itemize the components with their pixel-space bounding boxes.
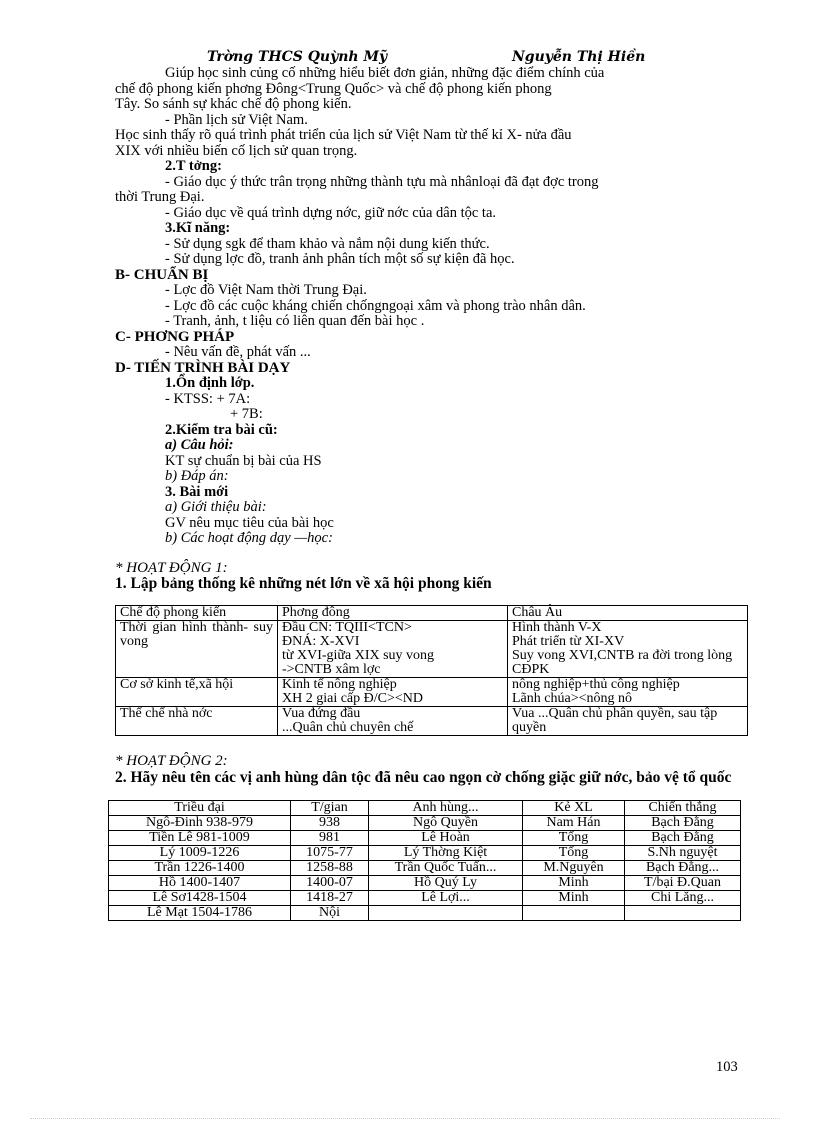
table-header-row	[116, 606, 748, 621]
national-heroes-table	[108, 800, 741, 921]
table-cell: S.Nh nguyệt	[625, 845, 741, 860]
table-cell: Lý 1009-1226	[109, 845, 291, 860]
table-cell: Vua đứng đầu ...Quân chủ chuyên chế	[278, 707, 508, 736]
table-row	[109, 890, 741, 905]
table-cell	[369, 905, 523, 920]
table-cell: 1400-07	[291, 875, 369, 890]
table-cell: Thể chế nhà nớc	[116, 707, 278, 736]
table-cell: Hồ Quý Ly	[369, 875, 523, 890]
table-row	[109, 860, 741, 875]
table-cell	[523, 905, 625, 920]
table-header-cell: T/gian	[291, 800, 369, 815]
page-bottom-divider	[30, 1118, 780, 1119]
activity-2-title: 2. Hãy nêu tên các vị anh hùng dân tộc đã nêu cao ngọn cờ chống giặc giữ nớc, bảo vệ tổ quốc	[115, 768, 732, 786]
table-cell: 1418-27	[291, 890, 369, 905]
activity-1-title: 1. Lập bảng thống kê những nét lớn về xã hội phong kiến	[115, 575, 492, 592]
table-header-cell: Chế độ phong kiến	[116, 606, 278, 621]
table-cell: T/bại Đ.Quan	[625, 875, 741, 890]
table-cell: 1258-88	[291, 860, 369, 875]
text-line: XIX với nhiều biến cố lịch sử quan trọng.	[115, 142, 358, 159]
table-cell: Trần Quốc Tuấn...	[369, 860, 523, 875]
table-cell: Ngô-Đinh 938-979	[109, 815, 291, 830]
section-heading-c: C- PHƠNG PHÁP	[115, 328, 235, 345]
subheading-kinang: 3.Kĩ năng:	[165, 220, 231, 236]
table-cell: Nội	[291, 905, 369, 920]
text-line: Giúp học sinh củng cố những hiểu biết đơn giản, những đặc điểm chính của	[165, 65, 605, 81]
subheading-kiemtra: 2.Kiểm tra bài cũ:	[165, 421, 278, 438]
subheading-baimoi: 3. Bài mới	[165, 483, 229, 500]
text-line: Học sinh thấy rõ quá trình phát triển của lịch sử Việt Nam từ thế kỉ X- nửa đầu	[115, 127, 572, 143]
table-cell: 981	[291, 830, 369, 845]
table-cell: Tống	[523, 830, 625, 845]
table-cell: Ngô Quyền	[369, 815, 523, 830]
table-row	[116, 678, 748, 707]
table-cell: Lê Mạt 1504-1786	[109, 905, 291, 920]
table-header-cell: Châu Âu	[508, 606, 748, 621]
text-line: - Nêu vấn đề, phát vấn ...	[165, 344, 311, 360]
text-line: - Tranh, ảnh, t liệu có liên quan đến bài học .	[165, 313, 425, 329]
table-cell: nông nghiệp+thủ công nghiệp Lãnh chúa><nông nô	[508, 678, 748, 707]
table-row	[116, 621, 748, 678]
text-line: KT sự chuẩn bị bài của HS	[165, 452, 322, 469]
text-line: Tây. So sánh sự khác chế độ phong kiến.	[115, 96, 352, 112]
text-line: thời Trung Đại.	[115, 189, 205, 205]
table-cell: Minh	[523, 875, 625, 890]
table-cell: Lê Sơ1428-1504	[109, 890, 291, 905]
text-line: GV nêu mục tiêu của bài học	[165, 514, 334, 531]
page-number: 103	[716, 1059, 738, 1075]
table-cell: Nam Hán	[523, 815, 625, 830]
table-header-cell: Kẻ XL	[523, 800, 625, 815]
table-cell: Lê Lợi...	[369, 890, 523, 905]
subheading-gioithieu: a) Giới thiệu bài:	[165, 499, 267, 515]
section-heading-b: B- CHUẨN BỊ	[115, 266, 209, 283]
table-cell: Vua ...Quân chủ phân quyền, sau tập quyền	[508, 707, 748, 736]
table-cell: Trần 1226-1400	[109, 860, 291, 875]
text-line: - Phần lịch sử Việt Nam.	[165, 111, 308, 128]
text-line: - Giáo dục về quá trình dựng nớc, giữ nớc của dân tộc ta.	[165, 204, 497, 221]
table-header-cell: Triều đại	[109, 800, 291, 815]
table-cell: Đầu CN: TQIII<TCN> ĐNÁ: X-XVI từ XVI-giữa XIX suy vong ->CNTB xâm lợc	[278, 621, 508, 678]
table-cell: Tống	[523, 845, 625, 860]
table-cell	[625, 905, 741, 920]
table-header-cell: Phơng đông	[278, 606, 508, 621]
text-line: - Sử dụng sgk để tham khảo và nắm nội dung kiến thức.	[165, 235, 490, 252]
table-header-cell: Chiến thắng	[625, 800, 741, 815]
table-cell: Cơ sở kinh tế,xã hội	[116, 678, 278, 707]
table-cell: Minh	[523, 890, 625, 905]
table-row	[109, 905, 741, 920]
text-line: - Lợc đồ Việt Nam thời Trung Đại.	[165, 282, 367, 298]
table-cell: Chi Lăng...	[625, 890, 741, 905]
feudal-comparison-table	[115, 605, 748, 736]
subheading-dapan: b) Đáp án:	[165, 468, 229, 484]
main-content	[115, 66, 747, 921]
table-cell: Lê Hoàn	[369, 830, 523, 845]
text-line: - KTSS: + 7A:	[165, 390, 251, 407]
table-cell: M.Nguyên	[523, 860, 625, 875]
subheading-ondinh: 1.Ổn định lớp.	[165, 375, 255, 391]
text-line: chế độ phong kiến phơng Đông<Trung Quốc> và chế độ phong kiến phong	[115, 80, 552, 97]
table-cell: Bạch Đằng...	[625, 860, 741, 875]
table-cell: Hình thành V-X Phát triển từ XI-XV Suy vong XVI,CNTB ra đời trong lòng CĐPK	[508, 621, 748, 678]
text-line: - Sử dụng lợc đồ, tranh ảnh phân tích một số sự kiện đã học.	[165, 251, 515, 267]
table-row	[109, 845, 741, 860]
table-row	[109, 830, 741, 845]
subheading-cauhoi: a) Câu hỏi:	[165, 437, 234, 453]
table-cell: Bạch Đằng	[625, 830, 741, 845]
table-row	[109, 875, 741, 890]
school-name: Trờng THCS Quỳnh Mỹ	[207, 49, 388, 65]
text-line: - Giáo dục ý thức trân trọng những thành tựu mà nhânloại đã đạt đợc trong	[165, 173, 599, 190]
table-header-cell: Anh hùng...	[369, 800, 523, 815]
subheading-hoatdong: b) Các hoạt động dạy —học:	[165, 530, 333, 546]
teacher-name: Nguyễn Thị Hiền	[512, 49, 646, 65]
table-cell: Kinh tế nông nghiệp XH 2 giai cấp Đ/C><ND	[278, 678, 508, 707]
table-cell: Thời gian hình thành- suy vong	[116, 621, 278, 678]
table-cell: 1075-77	[291, 845, 369, 860]
table-cell: Bạch Đằng	[625, 815, 741, 830]
table-cell: Tiền Lê 981-1009	[109, 830, 291, 845]
table-cell: Hồ 1400-1407	[109, 875, 291, 890]
table-row	[109, 815, 741, 830]
subheading-tuong: 2.T tởng:	[165, 158, 222, 174]
activity-2-label: * HOẠT ĐỘNG 2:	[115, 753, 228, 769]
table-cell: 938	[291, 815, 369, 830]
activity-1-label: * HOẠT ĐỘNG 1:	[115, 559, 228, 576]
section-heading-d: D- TIẾN TRÌNH BÀI DẠY	[115, 359, 291, 376]
text-line: - Lợc đồ các cuộc kháng chiến chốngngoại xâm và phong trào nhân dân.	[165, 297, 586, 314]
table-header-row	[109, 800, 741, 815]
text-line: + 7B:	[230, 406, 263, 422]
table-row	[116, 707, 748, 736]
table-cell: Lý Thờng Kiệt	[369, 845, 523, 860]
